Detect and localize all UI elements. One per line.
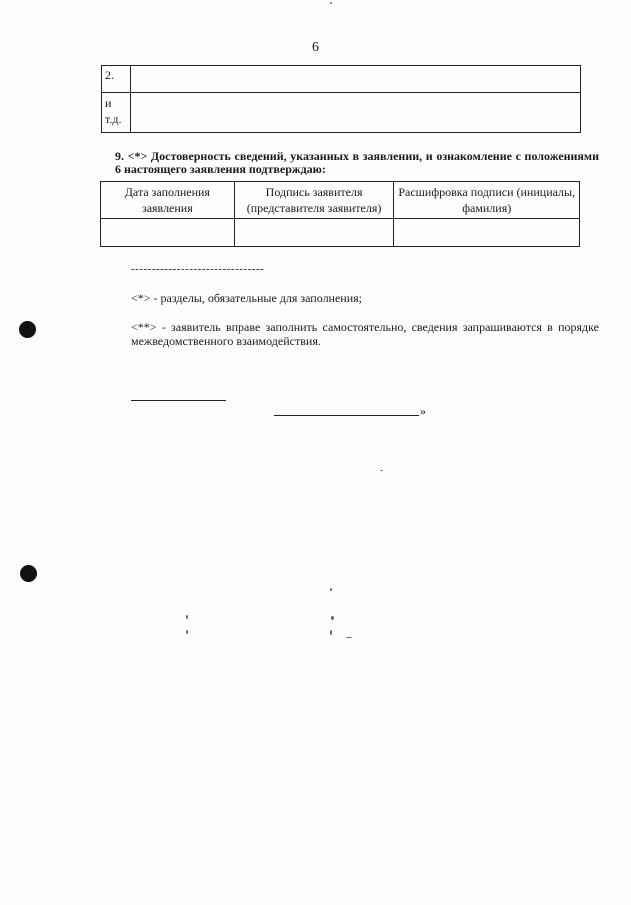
row-content-cell <box>131 93 581 133</box>
scan-speck <box>186 615 188 619</box>
footnote-optional <box>101 320 599 348</box>
footnote-separator: -------------------------------- <box>131 263 265 275</box>
section-9-statement <box>101 150 599 176</box>
footnote-optional-text: <**> - заявитель вправе заполнить самостоятельно, сведения запрашиваются в порядке межведомственного взаимодействия. <box>131 320 599 348</box>
table-header-row <box>101 182 580 219</box>
scan-speck <box>330 630 332 635</box>
scan-speck <box>330 588 332 591</box>
scan-speck <box>186 630 188 634</box>
header-date: Дата заполнения заявления <box>101 182 235 219</box>
punch-hole-icon <box>19 321 36 338</box>
signature-name-line <box>274 415 419 416</box>
table-row <box>101 219 580 247</box>
header-signature-transcript: Расшифровка подписи (инициалы, фамилия) <box>394 182 580 219</box>
signature-cell <box>234 219 394 247</box>
transcript-cell <box>394 219 580 247</box>
scan-speck <box>331 616 334 620</box>
section-9-text: 9. <*> Достоверность сведений, указанных в заявлении, и ознакомление с положениями 6 настоящего заявления подтверждаю: <box>115 149 599 176</box>
page-number: 6 <box>312 40 319 55</box>
scan-speck <box>330 2 332 4</box>
scan-speck <box>346 637 352 638</box>
continuation-table <box>101 65 581 133</box>
row-number: 2. <box>102 66 131 93</box>
scan-speck <box>380 470 383 471</box>
row-content-cell <box>131 66 581 93</box>
punch-hole-icon <box>20 565 37 582</box>
header-signature: Подпись заявителя (представителя заявителя) <box>234 182 394 219</box>
table-row <box>102 93 581 133</box>
closing-quote: » <box>420 404 426 418</box>
signature-line <box>131 400 226 401</box>
date-cell <box>101 219 235 247</box>
row-number: и т.д. <box>102 93 131 133</box>
footnote-required: <*> - разделы, обязательные для заполнения; <box>131 291 363 305</box>
table-row <box>102 66 581 93</box>
confirmation-table <box>100 181 580 247</box>
